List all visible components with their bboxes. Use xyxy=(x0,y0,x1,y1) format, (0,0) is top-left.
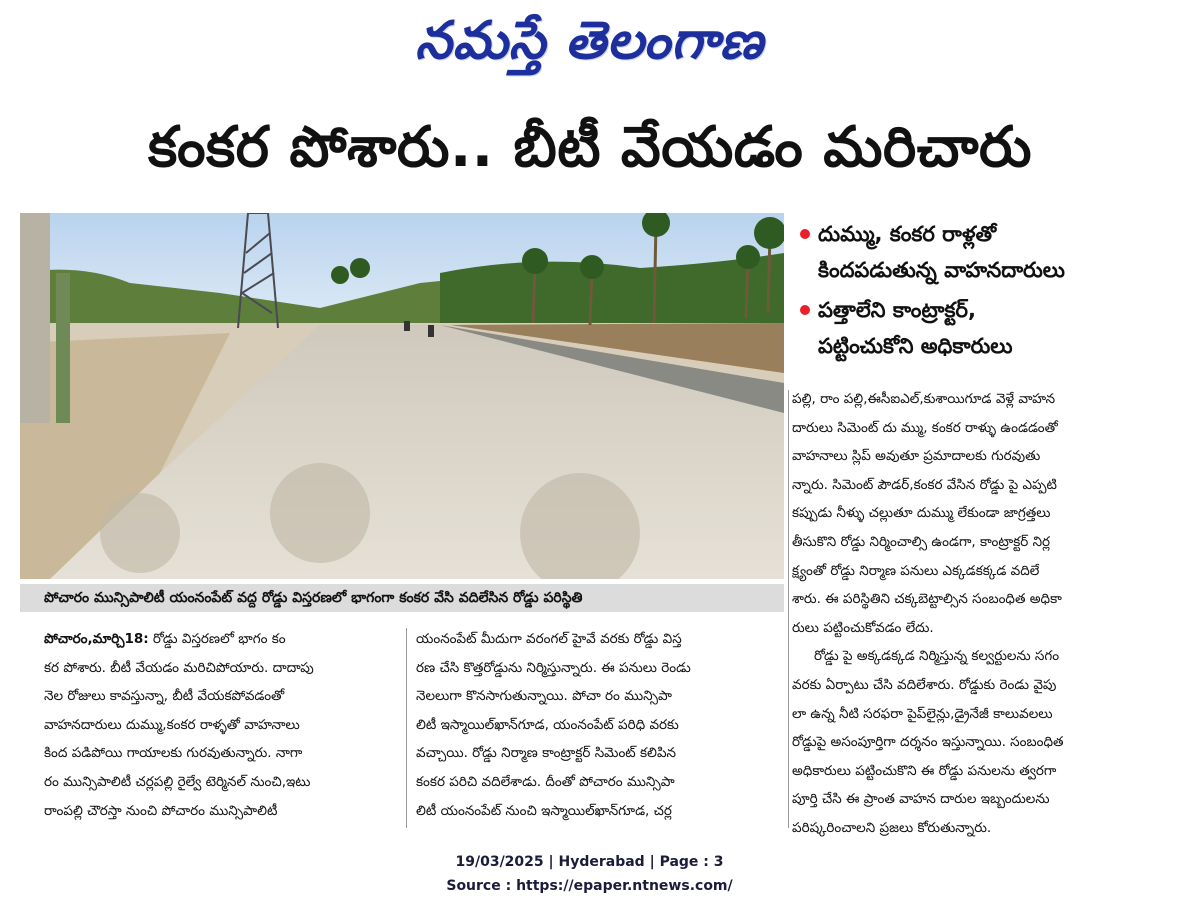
article-column-1 xyxy=(44,625,400,825)
article-column-3 xyxy=(792,385,1168,843)
bullet-dot-icon xyxy=(800,305,810,315)
text-line: శారు. ఈ పరిస్థితిని చక్కబెట్టాల్సిన సంబంధిత అధికా xyxy=(792,591,1062,608)
text-line: వచ్చాయి. రోడ్డు నిర్మాణ కాంట్రాక్టర్ సిమెంట్ కలిపిన xyxy=(416,745,677,762)
text-line: పరిష్కరించాలని ప్రజలు కోరుతున్నారు. xyxy=(792,819,992,836)
text-line: పూర్తి చేసి ఈ ప్రాంత వాహన దారుల ఇబ్బందులను xyxy=(792,791,1050,808)
headline: కంకర పోశారు.. బీటీ వేయడం మరిచారు xyxy=(147,115,1033,180)
footer-source: Source : https://epaper.ntnews.com/ xyxy=(446,878,733,894)
news-photo xyxy=(20,213,784,579)
text-line: రోడ్డు పై అక్కడక్కడ నిర్మిస్తున్న కల్వర్టులను సగం xyxy=(814,648,1060,665)
text-line: వాహనదారులు దుమ్ము,కంకర రాళ్ళతో వాహనాలు xyxy=(44,716,300,733)
footer-meta: 19/03/2025 | Hyderabad | Page : 3 xyxy=(455,854,724,870)
text-line: న్నారు. సిమెంట్ పౌడర్,కంకర వేసిన రోడ్డు పై ఎప్పటి xyxy=(792,476,1057,493)
text-line: తీసుకొని రోడ్డు నిర్మించాల్సి ఉండగా, కాంట్రాక్టర్ నిర్ల xyxy=(792,533,1051,550)
photo-caption: పోచారం మున్సిపాలిటీ యంనంపేట్ వద్ద రోడ్డు విస్తరణలో భాగంగా కంకర వేసి వదిలేసిన రోడ్డు పరిస్థితి xyxy=(20,584,784,612)
highlight-item xyxy=(800,216,1170,288)
road-photo-illustration xyxy=(20,213,784,579)
text-line: రణ చేసి కొత్తరోడ్డును నిర్మిస్తున్నారు. ఈ పనులు రెండు xyxy=(416,659,691,676)
column-divider xyxy=(406,628,407,828)
highlight-line: కిందపడుతున్న వాహనదారులు xyxy=(818,258,1065,282)
masthead xyxy=(0,6,1179,76)
text-line: రులు పట్టించుకోవడం లేదు. xyxy=(792,619,934,636)
highlight-item xyxy=(800,292,1170,364)
text-line: రాంపల్లి చౌరస్తా నుంచి పోచారం మున్సిపాలిటీ xyxy=(44,802,278,819)
text-line: క్ష్యంతో రోడ్డు నిర్మాణ పనులు ఎక్కడకక్కడ వదిలే xyxy=(792,562,1040,579)
highlights-box xyxy=(800,216,1170,368)
text-line: నెల రోజులు కావస్తున్నా, బీటీ వేయకపోవడంతో xyxy=(44,688,285,705)
text-line: కప్పుడు నీళ్ళు చల్లుతూ దుమ్ము లేకుండా జాగ్రత్తలు xyxy=(792,505,1051,522)
text-line xyxy=(44,625,400,654)
text-line: రోడ్డుపై అసంపూర్తిగా దర్శనం ఇస్తున్నాయి. సంబంధిత xyxy=(792,734,1064,751)
text-line: కంకర పరిచి వదిలేశాడు. దీంతో పోచారం మున్సిపా xyxy=(416,773,675,790)
text-line: కింద పడిపోయి గాయాలకు గురవుతున్నారు. నాగా xyxy=(44,745,303,762)
article-column-2 xyxy=(416,625,786,825)
highlight-line: పట్టించుకోని అధికారులు xyxy=(818,334,1013,358)
text-line: లిటీ ఇస్మాయిల్‌ఖాన్‌గూడ, యంనంపేట్ పరిధి వరకు xyxy=(416,716,679,733)
text-line: రం మున్సిపాలిటీ చర్లపల్లి రైల్వే టెర్మినల్ నుంచి,ఇటు xyxy=(44,773,311,790)
text-fragment: రోడ్డు విస్తరణలో భాగం కం xyxy=(148,631,286,647)
text-line: లిటీ యంనంపేట్ నుంచి ఇస్మాయిల్‌ఖాన్‌గూడ, చర్ల xyxy=(416,802,672,819)
text-line: కర పోశారు. బీటీ వేయడం మరిచిపోయారు. దాదాపు xyxy=(44,659,314,676)
text-line: దారులు సిమెంట్ దు మ్ము, కంకర రాళ్ళు ఉండడంతో xyxy=(792,419,1058,436)
highlight-line: పత్తాలేని కాంట్రాక్టర్, xyxy=(818,298,976,322)
text-line: వాహనాలు స్లిప్ అవుతూ ప్రమాదాలకు గురవుతు xyxy=(792,448,1041,465)
bullet-dot-icon xyxy=(800,229,810,239)
text-line: వరకు ఏర్పాటు చేసి వదిలేశారు. రోడ్డుకు రెండు వైపు xyxy=(792,676,1057,693)
text-line: లా ఉన్న నీటి సరఫరా పైప్‌లైన్లు,డ్రైనేజీ కాలువలలు xyxy=(792,705,1053,722)
newspaper-logo: నమస్తే తెలంగాణ xyxy=(415,10,764,71)
text-line: నెలలుగా కొనసాగుతున్నాయి. పోచా రం మున్సిపా xyxy=(416,688,672,705)
text-line: యంనంపేట్ మీదుగా వరంగల్ హైవే వరకు రోడ్డు విస్త xyxy=(416,631,682,647)
text-line: పల్లి, రాం పల్లి,ఈసీఐఎల్,కుశాయిగూడ వెళ్లే వాహన xyxy=(792,391,1056,407)
column-divider xyxy=(788,390,789,828)
dateline: పోచారం,మార్చి18: xyxy=(44,631,149,647)
highlight-line: దుమ్ము, కంకర రాళ్లతో xyxy=(818,222,997,246)
text-line: అధికారులు పట్టించుకొని ఈ రోడ్డు పనులను త్వరగా xyxy=(792,762,1057,779)
